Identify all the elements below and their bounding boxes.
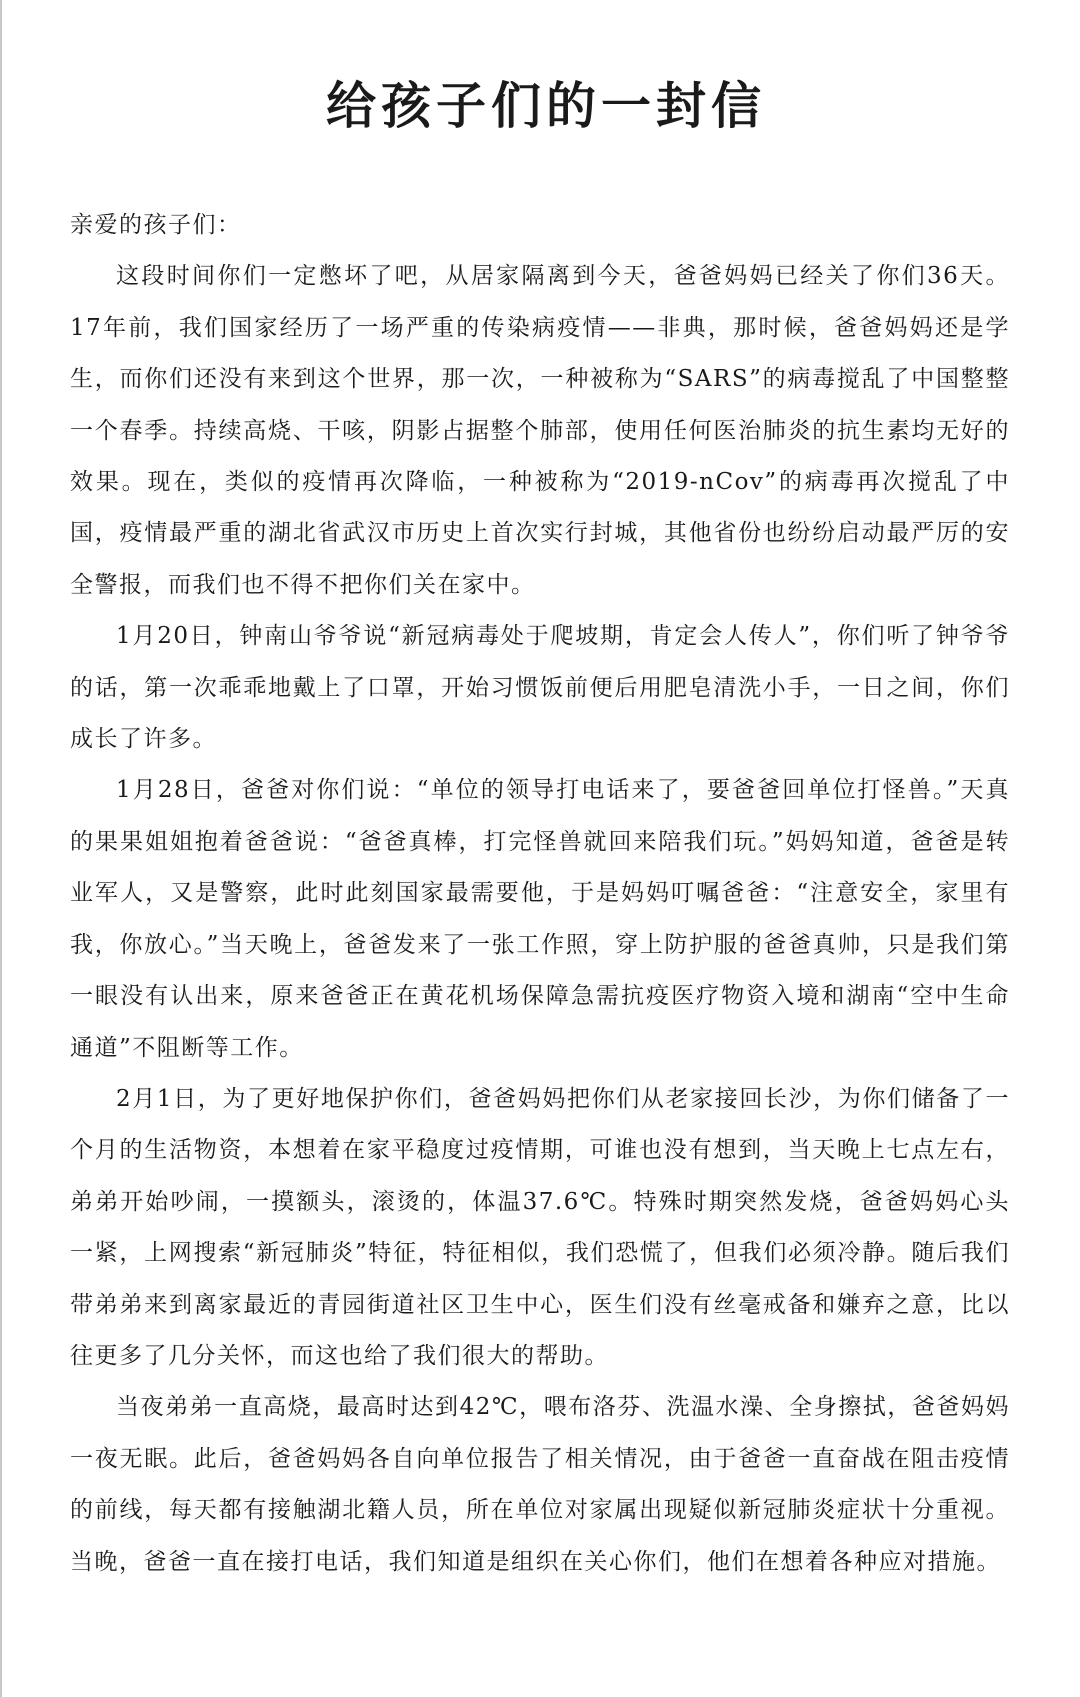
paragraph-4: 2月1日，为了更好地保护你们，爸爸妈妈把你们从老家接回长沙，为你们储备了一个月的生活物资，本想着在家平稳度过疫情期，可谁也没有想到，当天晚上七点左右，弟弟开始吵闹，一摸额头，滚烫的，体温37.6℃。特殊时期突然发烧，爸爸妈妈心头一紧，上网搜索“新冠肺炎”特征，特征相似，我们恐慌了，但我们必须冷静。随后我们带弟弟来到离家最近的青园街道社区卫生中心，医生们没有丝毫戒备和嫌弃之意，比以往更多了几分关怀，而这也给了我们很大的帮助。 (70, 1085, 1010, 1369)
paragraph-3: 1月28日，爸爸对你们说：“单位的领导打电话来了，要爸爸回单位打怪兽。”天真的果果姐姐抱着爸爸说：“爸爸真棒，打完怪兽就回来陪我们玩。”妈妈知道，爸爸是转业军人，又是警察，此时此刻国家最需要他，于是妈妈叮嘱爸爸：“注意安全，家里有我，你放心。”当天晚上，爸爸发来了一张工作照，穿上防护服的爸爸真帅，只是我们第一眼没有认出来，原来爸爸正在黄花机场保障急需抗疫医疗物资入境和湖南“空中生命通道”不阻断等工作。 (70, 777, 1010, 1061)
letter-body (70, 200, 1010, 1588)
paragraph-5: 当夜弟弟一直高烧，最高时达到42℃，喂布洛芬、洗温水澡、全身擦拭，爸爸妈妈一夜无眠。此后，爸爸妈妈各自向单位报告了相关情况，由于爸爸一直奋战在阻击疫情的前线，每天都有接触湖北籍人员，所在单位对家属出现疑似新冠肺炎症状十分重视。当晚，爸爸一直在接打电话，我们知道是组织在关心你们，他们在想着各种应对措施。 (70, 1394, 1010, 1575)
letter-title: 给孩子们的一封信 (326, 77, 766, 135)
paragraph-1: 这段时间你们一定憋坏了吧，从居家隔离到今天，爸爸妈妈已经关了你们36天。17年前，我们国家经历了一场严重的传染病疫情——非典，那时候，爸爸妈妈还是学生，而你们还没有来到这个世界，那一次，一种被称为“SARS”的病毒搅乱了中国整整一个春季。持续高烧、干咳，阴影占据整个肺部，使用任何医治肺炎的抗生素均无好的效果。现在，类似的疫情再次降临，一种被称为“2019-nCov”的病毒再次搅乱了中国，疫情最严重的湖北省武汉市历史上首次实行封城，其他省份也纷纷启动最严厉的安全警报，而我们也不得不把你们关在家中。 (70, 263, 1010, 598)
paragraph-2: 1月20日，钟南山爷爷说“新冠病毒处于爬坡期，肯定会人传人”，你们听了钟爷爷的话，第一次乖乖地戴上了口罩，开始习惯饭前便后用肥皂清洗小手，一日之间，你们成长了许多。 (70, 623, 1010, 753)
salutation: 亲爱的孩子们： (70, 212, 242, 238)
